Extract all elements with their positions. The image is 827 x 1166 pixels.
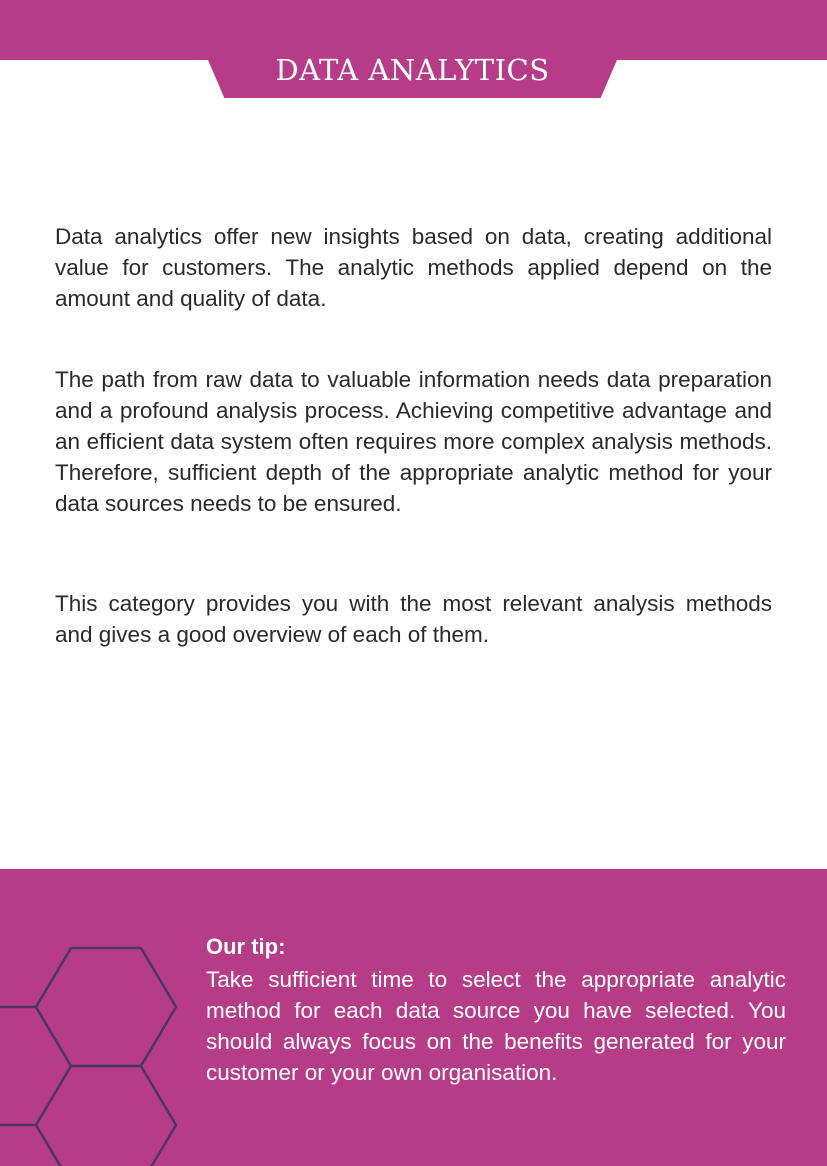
tip-text: Take sufficient time to select the appropriate analytic method for each data source you have selected. You should always focus on the benefits generated for your customer or your own organisation.: [206, 967, 786, 1085]
intro-paragraph: Data analytics offer new insights based on data, creating additional value for customers. The analytic methods applied depend on the amount and quality of data.: [55, 224, 772, 311]
hexagon-pattern-icon: [0, 869, 200, 1166]
tip-box: [0, 869, 827, 1166]
page-title: DATA ANALYTICS: [275, 53, 550, 87]
category-paragraph: This category provides you with the most relevant analysis methods and gives a good overview of each of them.: [55, 591, 772, 647]
tip-heading: Our tip:: [206, 934, 286, 959]
process-paragraph: The path from raw data to valuable information needs data preparation and a profound analysis process. Achieving competitive advantage and an efficient data system often requires more complex analysis methods. Therefore, sufficient depth of the appropriate analytic method for your data sources needs to be ensured.: [55, 367, 772, 516]
